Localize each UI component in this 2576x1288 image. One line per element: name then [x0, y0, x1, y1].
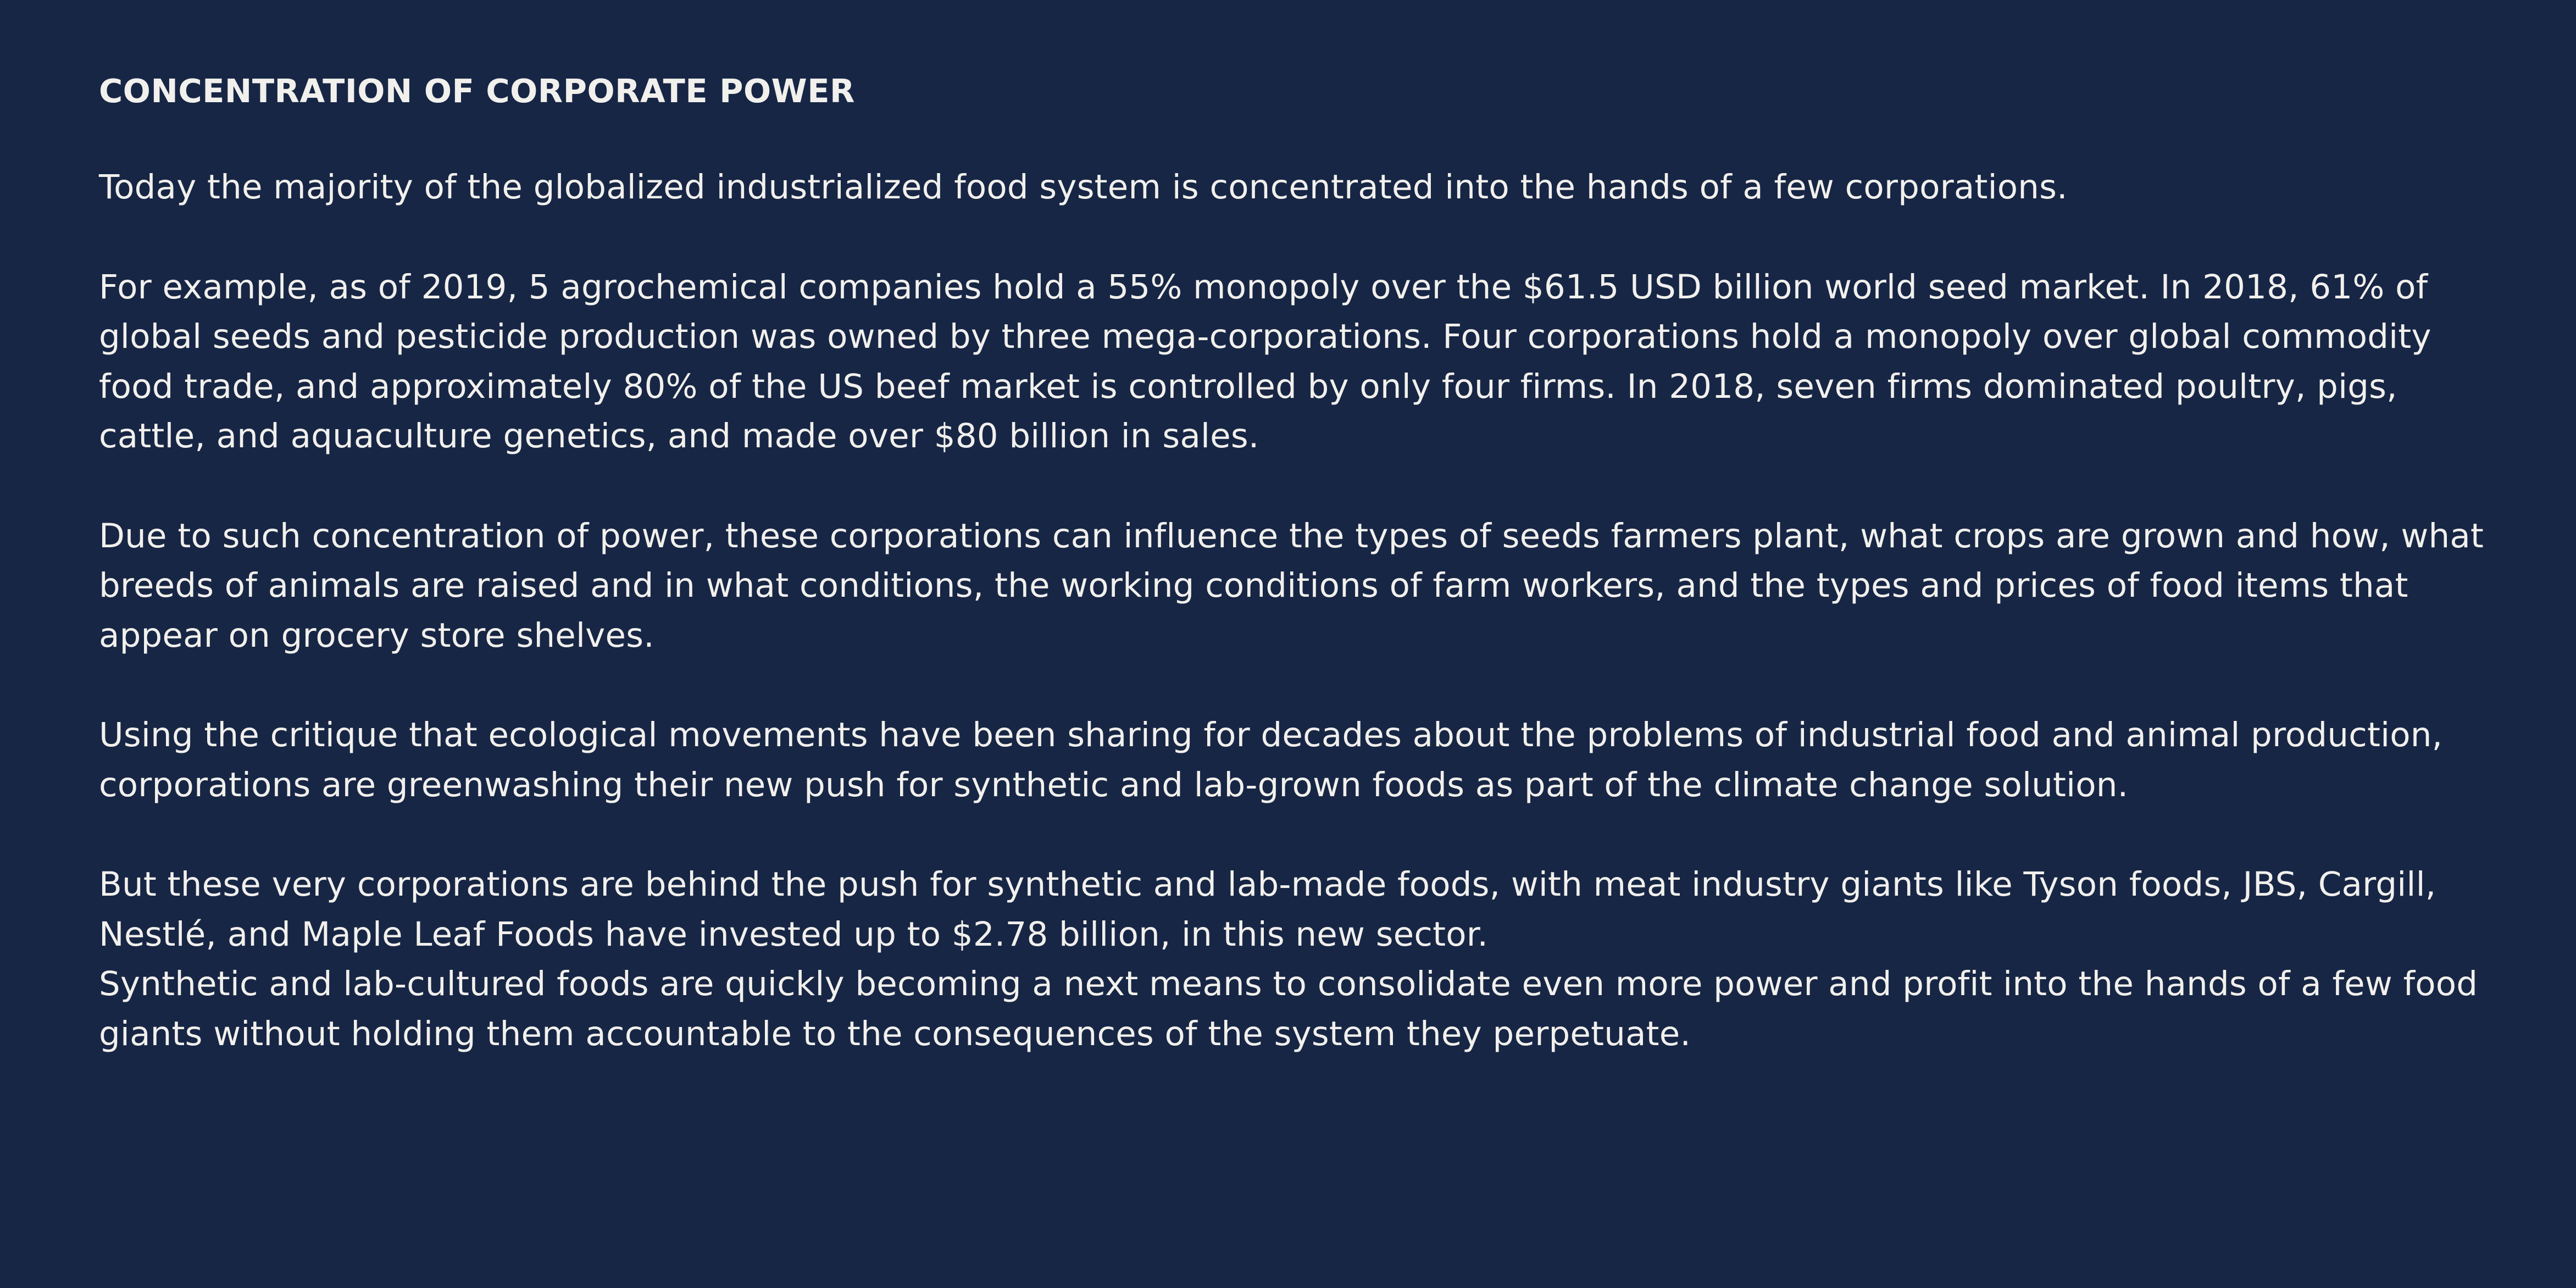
article-section: [99, 69, 2506, 1059]
paragraph-greenwashing: Using the critique that ecological movements have been sharing for decades about the problems of industrial food and animal production, corporations are greenwashing their new push for synthetic and lab-grown foods as part of the climate change solution.: [99, 715, 2443, 804]
paragraph-examples: For example, as of 2019, 5 agrochemical companies hold a 55% monopoly over the $61.5 USD billion world seed market. In 2018, 61% of global seeds and pesticide production was owned by three mega-corporations. Four corporations hold a monopoly over global commodity food trade, and approximately 80% of the US beef market is controlled by only four firms. In 2018, seven firms dominated poultry, pigs, cattle, and aquaculture genetics, and made over $80 billion in sales.: [99, 267, 2431, 456]
section-heading: CONCENTRATION OF CORPORATE POWER: [99, 72, 855, 110]
paragraph-intro: Today the majority of the globalized industrialized food system is concentrated into the hands of a few corporations.: [99, 168, 2068, 207]
paragraph-investment: But these very corporations are behind the push for synthetic and lab-made foods, with meat industry giants like Tyson foods, JBS, Cargill, Nestlé, and Maple Leaf Foods have invested up to $2.78 billion, in this new sector.: [99, 865, 2436, 954]
paragraph-consolidation: Synthetic and lab-cultured foods are quickly becoming a next means to consolidate even more power and profit into the hands of a few food giants without holding them accountable to the consequences of the system they perpetuate.: [99, 964, 2478, 1053]
paragraph-influence: Due to such concentration of power, these corporations can influence the types of seeds farmers plant, what crops are grown and how, what breeds of animals are raised and in what conditions, the working conditions of farm workers, and the types and prices of food items that appear on grocery store shelves.: [99, 516, 2484, 655]
